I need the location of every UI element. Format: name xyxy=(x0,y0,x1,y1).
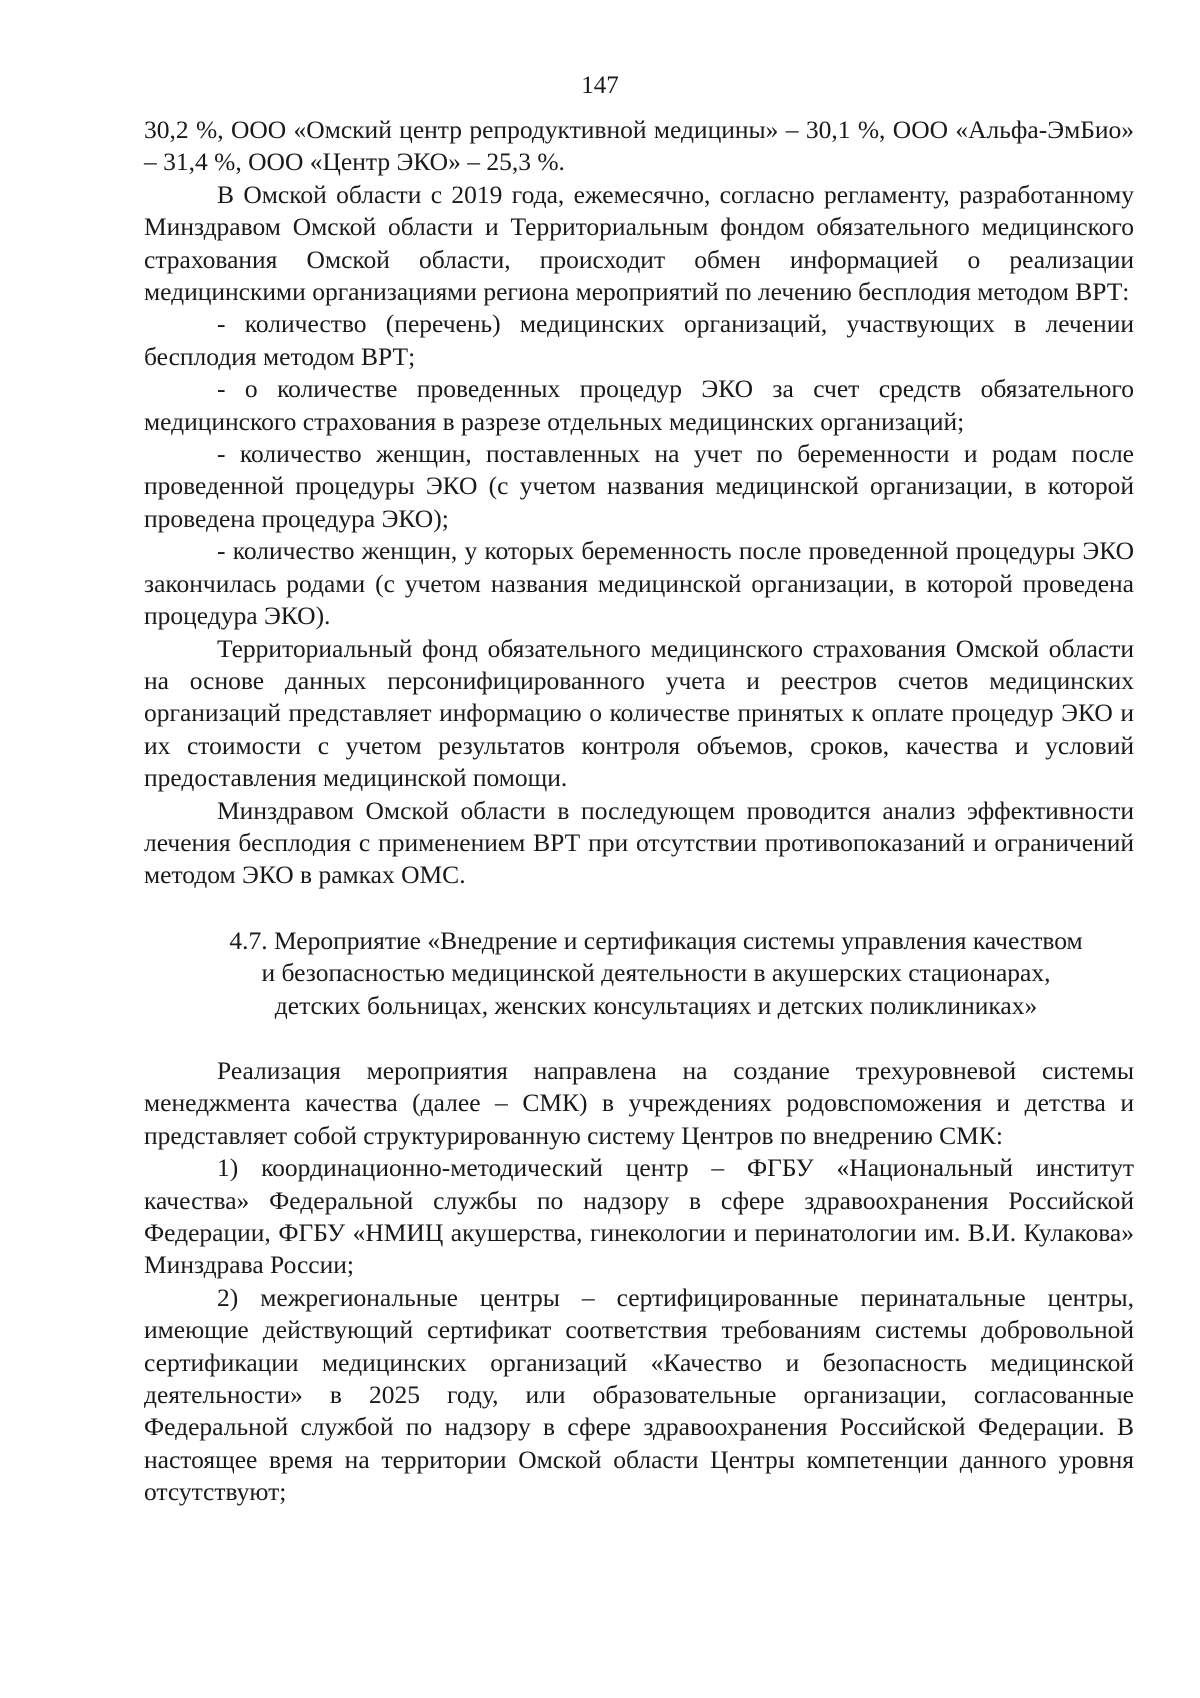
paragraph-smk-intro: Реализация мероприятия направлена на создание трехуровневой системы менеджмента качества (далее – СМК) в учреждениях родовспоможения и детства и представляет собой структурированную систему Центров по внедрению СМК: xyxy=(144,1055,1134,1150)
list-item-interregional-centers: 2) межрегиональные центры – сертифицированные перинатальные центры, имеющие действующий сертификат соответствия требованиям системы добровольной сертификации медицинских организаций «Качество и безопасность медицинской деятельности» в 2025 году, или образовательные организации, согласованные Федеральной службой по надзору в сфере здравоохранения Российской Федерации. В настоящее время на территории Омской области Центры компетенции данного уровня отсутствуют; xyxy=(144,1282,1134,1507)
list-item-eco-procedures: - о количестве проведенных процедур ЭКО за счет средств обязательного медицинского страхования в разрезе отдельных медицинских организаций; xyxy=(144,374,1134,436)
list-item-organizations-count: - количество (перечень) медицинских организаций, участвующих в лечении бесплодия методом ВРТ; xyxy=(144,309,1134,371)
paragraph-info-exchange: В Омской области с 2019 года, ежемесячно, согласно регламенту, разработанному Минздравом Омской области и Территориальным фондом обязательного медицинского страхования Омской области, происходит обмен информацией о реализации медицинскими организациями региона мероприятий по лечению бесплодия методом ВРТ: xyxy=(144,179,1134,307)
section-heading-line-1: 4.7. Мероприятие «Внедрение и сертификация системы управления качеством xyxy=(229,925,1083,955)
section-heading xyxy=(144,925,1134,1022)
section-heading-line-2: и безопасностью медицинской деятельности в акушерских стационарах, xyxy=(261,958,1051,988)
list-item-women-births: - количество женщин, у которых беременность после проведенной процедуры ЭКО закончилась родами (с учетом названия медицинской организации, в которой проведена процедура ЭКО). xyxy=(144,536,1134,631)
document-body xyxy=(144,114,1134,1509)
page-number: 147 xyxy=(581,72,619,99)
list-item-women-registered: - количество женщин, поставленных на учет по беременности и родам после проведенной процедуры ЭКО (с учетом названия медицинской организации, в которой проведена процедура ЭКО); xyxy=(144,439,1134,533)
paragraph-territorial-fund: Территориальный фонд обязательного медицинского страхования Омской области на основе данных персонифицированного учета и реестров счетов медицинских организаций представляет информацию о количестве принятых к оплате процедур ЭКО и их стоимости с учетом результатов контроля объемов, сроков, качества и условий предоставления медицинской помощи. xyxy=(144,633,1134,793)
list-item-coordination-center: 1) координационно-методический центр – ФГБУ «Национальный институт качества» Федеральной службы по надзору в сфере здравоохранения Российской Федерации, ФГБУ «НМИЦ акушерства, гинекологии и перинатологии им. В.И. Кулакова» Минздрава России; xyxy=(144,1153,1134,1280)
section-heading-line-3: детских больницах, женских консультациях и детских поликлиниках» xyxy=(274,990,1038,1020)
paragraph-continuation: 30,2 %, ООО «Омский центр репродуктивной медицины» – 30,1 %, ООО «Альфа-ЭмБио» – 31,4 %, ООО «Центр ЭКО» – 25,3 %. xyxy=(144,115,1134,177)
paragraph-analysis: Минздравом Омской области в последующем проводится анализ эффективности лечения бесплодия с применением ВРТ при отсутствии противопоказаний и ограничений методом ЭКО в рамках ОМС. xyxy=(144,795,1134,890)
